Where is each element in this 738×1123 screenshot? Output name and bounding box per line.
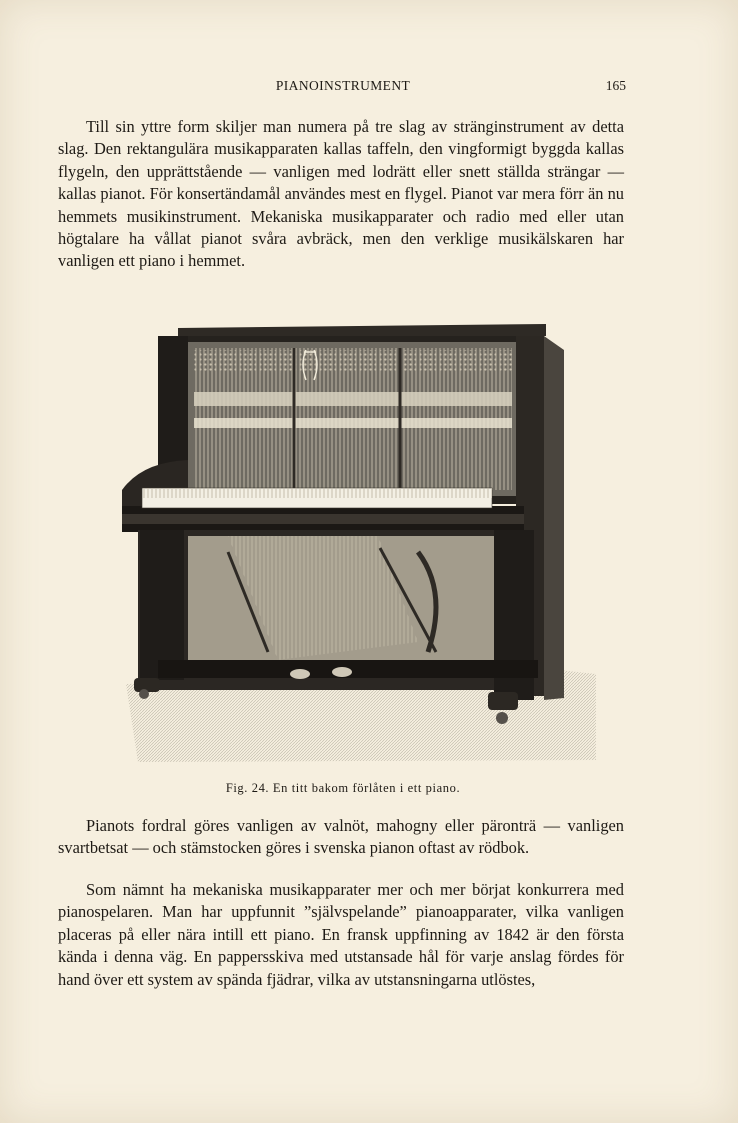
- page-number: 165: [605, 78, 626, 93]
- piano-figure: [118, 322, 603, 764]
- damper-rail: [194, 418, 512, 428]
- pedal-left: [290, 669, 310, 679]
- upright-piano-illustration: [118, 322, 603, 764]
- paragraph-mechanical-instruments: Som nämnt ha mekaniska musikapparater mer och mer börjat konkurrera med pianospelaren. Man har uppfunnit ”självspelande” pianoapparater, vilka vanligen placeras på eller nära intill ett piano. En fransk uppfinning av 1842 är den första kända i denna väg. En pappersskiva med utstansade hål för varje anslag fördes för hand över ett system av spända fjädrar, vilka av utstansningarna utlöstes,: [58, 880, 624, 989]
- hammer-rail: [194, 392, 512, 406]
- paragraph-intro: Till sin yttre form skiljer man numera på tre slag av stränginstrument av detta slag. Den rektangulära musikapparaten kallas taffeln, den vingformigt byggda kallas flygeln, den upprättstående — vanligen med lodrätt eller snett ställda strängar — kallas pianot. För konsertändamål användes mest en flygel. Pianot var mera förr än nu hemmets musikinstrument. Mekaniska musikapparater och radio med eller utan högtalare ha vållat pianot svåra avbräck, men den verklige musikälskaren har vanligen ett piano i hemmet.: [58, 117, 624, 271]
- running-title: PIANOINSTRUMENT: [275, 78, 411, 93]
- black-keys: [142, 488, 492, 498]
- page-header: [60, 78, 626, 100]
- action-top: [194, 350, 512, 372]
- pedal-right: [332, 667, 352, 677]
- left-post: [140, 530, 184, 680]
- figure-caption: Fig. 24. En titt bakom förlåten i ett piano.: [225, 781, 461, 795]
- paragraph-case-material: Pianots fordral göres vanligen av valnöt, mahogny eller päronträ — vanligen svartbetsat — och stämstocken göres i svenska pianon oftast av rödbok.: [58, 816, 624, 858]
- key-slip: [122, 514, 524, 524]
